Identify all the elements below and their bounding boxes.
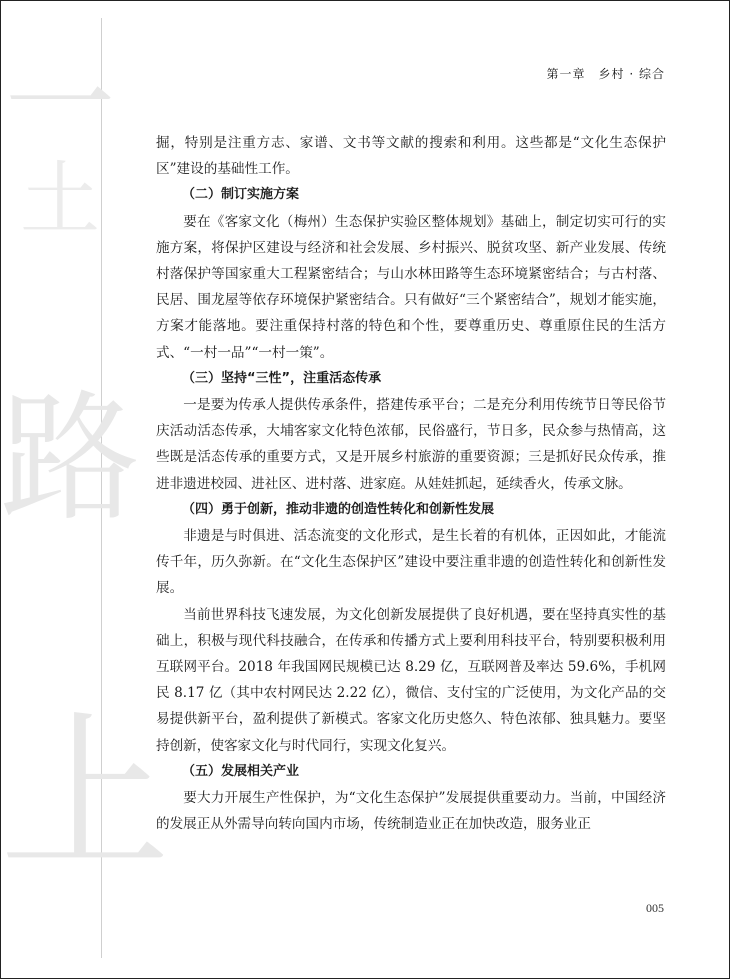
paragraph: 一是要为传承人提供传承条件，搭建传承平台；二是充分利用传统节日等民俗节庆活动活态传承，大埔客家文化特色浓郁，民俗盛行，节日多，民众参与热情高，这些既是活态传承的重要方式，又是开展乡村旅游的重要资源；三是抓好民众传承，推进非遗进校园、进社区、进村落、进家庭。从娃娃抓起，延续香火，传承文脉。	[156, 397, 666, 492]
section-heading: （五）发展相关产业	[182, 763, 300, 779]
watermark-char-2: 土	[20, 153, 100, 246]
watermark-char-4: 上	[0, 696, 171, 894]
paragraph: 掘，特别是注重方志、家谱、文书等文献的搜索和利用。这些都是“文化生态保护区”建设的基础性工作。	[156, 135, 666, 178]
paragraph: 非遗是与时俱进、活态流变的文化形式，是生长着的有机体，正因如此，才能流传千年，历久弥新。在“文化生态保护区”建设中要注重非遗的创造性转化和创新性发展。	[156, 528, 666, 597]
page-number: 005	[646, 901, 664, 915]
watermark-char-1: 一	[5, 41, 115, 169]
paragraph: 当前世界科技飞速发展，为文化创新发展提供了良好机遇，要在坚持真实性的基础上，积极与现代科技融合，在传承和传播方式上要利用科技平台，特别要积极利用互联网平台。2018 年我国网民规模已达 8.29 亿，互联网普及率达 59.6%，手机网民 8.17 亿（其中农村网民达 2.22 亿），微信、支付宝的广泛使用，为文化产品的交易提供新平台，盈利提供了新模式。客家文化历史悠久、特色浓郁、独具魅力。要坚持创新，使客家文化与时代同行，实现文化复兴。	[156, 606, 666, 754]
section-heading: （三）坚持“三性”，注重活态传承	[182, 370, 382, 386]
watermark-char-3: 路	[0, 378, 141, 541]
running-header: 第一章 乡村 · 综合	[546, 67, 665, 81]
section-heading: （二）制订实施方案	[182, 187, 300, 203]
paragraph: 要在《客家文化（梅州）生态保护实验区整体规划》基础上，制定切实可行的实施方案，将保护区建设与经济和社会发展、乡村振兴、脱贫攻坚、新产业发展、传统村落保护等国家重大工程紧密结合；与山水林田路等生态环境紧密结合；与古村落、民居、围龙屋等依存环境保护紧密结合。只有做好“三个紧密结合”，规划才能实施，方案才能落地。要注重保持村落的特色和个性，要尊重历史、尊重原住民的生活方式、“一村一品”“一村一策”。	[156, 213, 666, 361]
body-text	[156, 130, 666, 837]
paragraph: 要大力开展生产性保护，为“文化生态保护”发展提供重要动力。当前，中国经济的发展正从外需导向转向国内市场，传统制造业正在加快改造，服务业正	[156, 790, 666, 833]
margin-rule	[101, 18, 102, 958]
section-heading: （四）勇于创新，推动非遗的创造性转化和创新性发展	[182, 501, 495, 517]
